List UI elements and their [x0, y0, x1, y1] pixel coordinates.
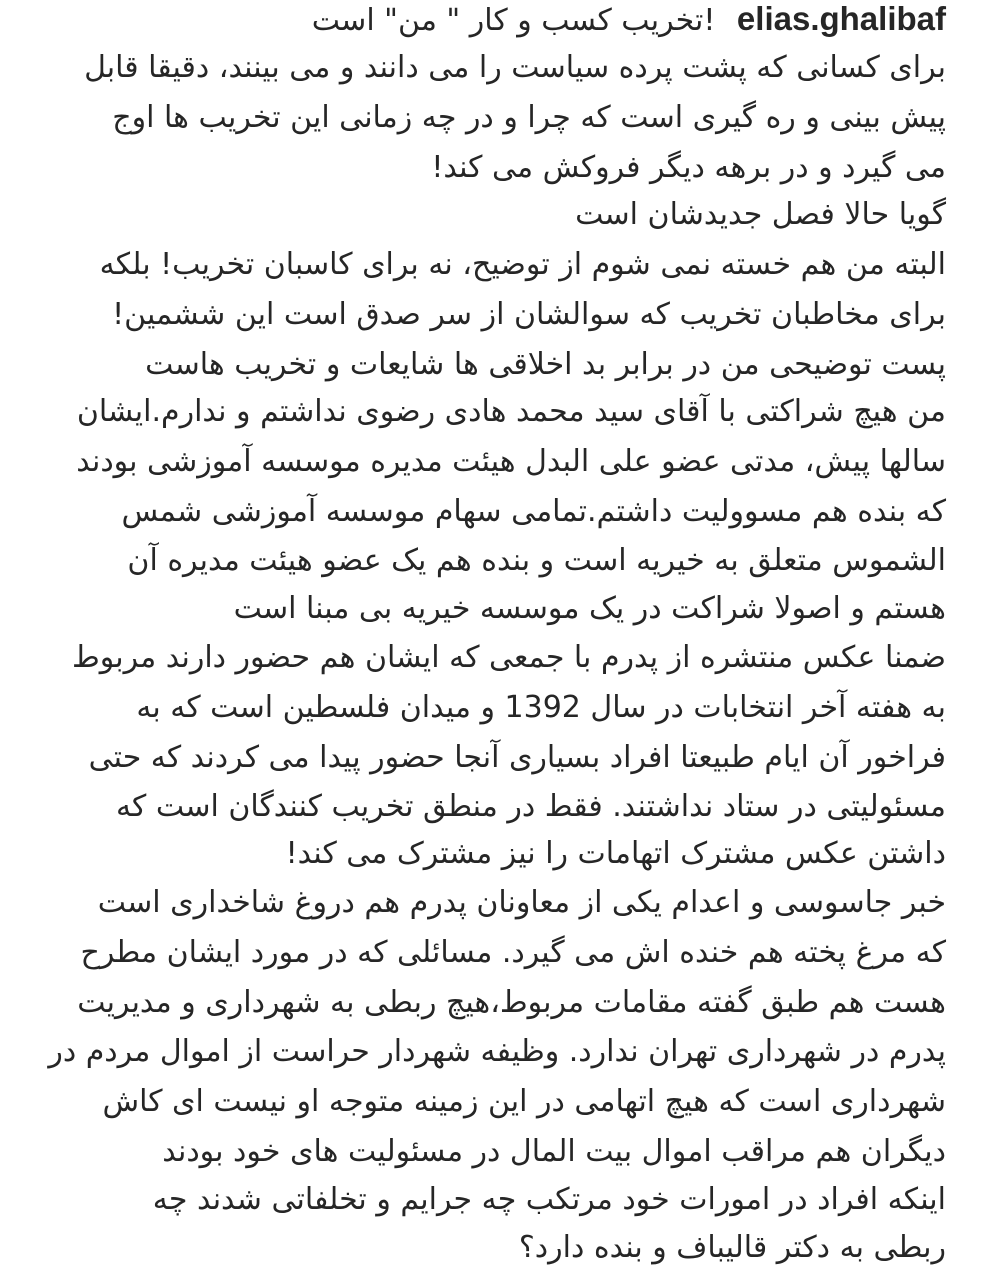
caption-line: البته من هم خسته نمی شوم از توضیح، نه برای کاسبان تخریب! بلکه [99, 247, 946, 282]
caption-line: ضمنا عکس منتشره از پدرم با جمعی که ایشان هم حضور دارند مربوط [71, 640, 946, 675]
caption-line: خبر جاسوسی و اعدام یکی از معاونان پدرم هم دروغ شاخداری است [97, 885, 946, 920]
caption-line: داشتن عکس مشترک اتهامات را نیز مشترک می کند! [285, 836, 946, 871]
caption-line: به هفته آخر انتخابات در سال 1392 و میدان فلسطین است که به [136, 690, 946, 725]
caption-line: که مرغ پخته هم خنده اش می گیرد. مسائلی که در مورد ایشان مطرح [80, 935, 946, 970]
caption-line: که بنده هم مسوولیت داشتم.تمامی سهام موسسه آموزشی شمس [121, 494, 946, 529]
caption-line: مسئولیتی در ستاد نداشتند. فقط در منطق تخریب کنندگان است که [115, 789, 946, 824]
caption-line: پدرم در شهرداری تهران ندارد. وظیفه شهردار حراست از اموال مردم در [48, 1034, 946, 1069]
caption-line: هست هم طبق گفته مقامات مربوط،هیچ ربطی به شهرداری و مدیریت [77, 985, 946, 1020]
username-link[interactable]: elias.ghalibaf [736, 0, 946, 37]
caption-line: ربطی به دکتر قالیباف و بنده دارد؟ [518, 1230, 946, 1265]
caption-title: !تخریب کسب و کار " من" است [311, 3, 716, 38]
caption-line: اینکه افراد در امورات خود مرتکب چه جرایم و تخلفاتی شدند چه [152, 1182, 946, 1217]
caption-line: سالها پیش، مدتی عضو علی البدل هیئت مدیره موسسه آموزشی بودند [76, 444, 946, 479]
caption-line: الشموس متعلق به خیریه است و بنده هم یک عضو هیئت مدیره آن [127, 543, 946, 578]
caption-line: برای مخاطبان تخریب که سوالشان از سر صدق است این ششمین! [112, 297, 946, 332]
caption-line: من هیچ شراکتی با آقای سید محمد هادی رضوی نداشتم و ندارم.ایشان [76, 394, 946, 429]
caption-line: برای کسانی که پشت پرده سیاست را می دانند و می بینند، دقیقا قابل [84, 50, 946, 85]
caption-line: می گیرد و در برهه دیگر فروکش می کند! [431, 150, 946, 185]
caption-line: شهرداری است که هیچ اتهامی در این زمینه متوجه او نیست ای کاش [102, 1084, 946, 1119]
caption-line: پیش بینی و ره گیری است که چرا و در چه زمانی این تخریب ها اوج [112, 100, 946, 135]
caption-header-line [312, 0, 946, 44]
caption-line: فراخور آن ایام طبیعتا افراد بسیاری آنجا حضور پیدا می کردند که حتی [88, 740, 946, 775]
caption-line: دیگران هم مراقب اموال بیت المال در مسئولیت های خود بودند [162, 1134, 946, 1169]
caption-line: پست توضیحی من در برابر بد اخلاقی ها شایعات و تخریب هاست [145, 347, 946, 382]
caption-line: هستم و اصولا شراکت در یک موسسه خیریه بی مبنا است [233, 591, 946, 626]
caption-line: گویا حالا فصل جدیدشان است [575, 197, 946, 232]
